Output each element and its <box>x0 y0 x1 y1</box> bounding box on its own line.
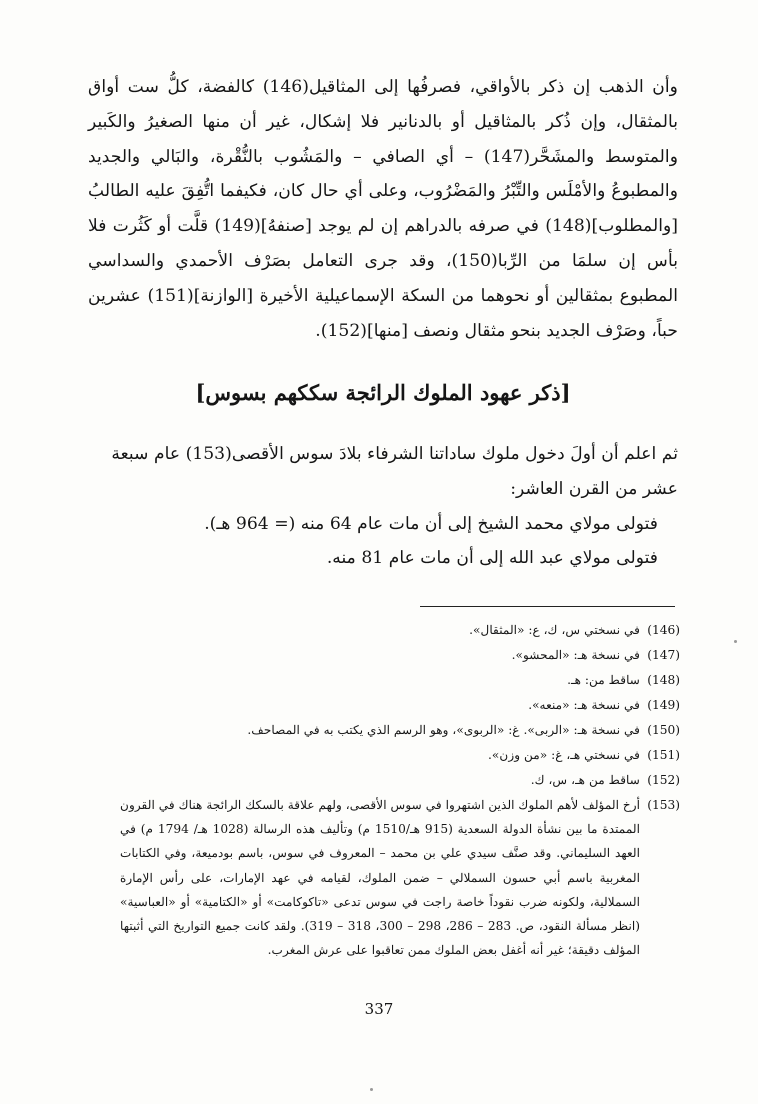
footnote-number: (152) <box>647 773 680 787</box>
footnote-number: (148) <box>647 673 680 687</box>
footnote-number: (146) <box>647 623 680 637</box>
footnote <box>120 768 680 793</box>
ruler-line-1: فتولى مولاي محمد الشيخ إلى أن مات عام 64 منه (= 964 هـ). <box>204 513 658 534</box>
footnote-number: (151) <box>647 748 680 762</box>
scan-speck <box>734 640 737 643</box>
ruler-line-2: فتولى مولاي عبد الله إلى أن مات عام 81 منه. <box>326 548 658 569</box>
footnote <box>120 718 680 743</box>
footnote-text: في نسخة هـ: «المحشو». <box>511 648 640 662</box>
footnote <box>120 643 680 668</box>
footnote-text: ساقط من هـ، س، ك. <box>530 773 640 787</box>
footnote-divider <box>420 606 675 607</box>
footnote <box>120 793 680 962</box>
footnote-number: (147) <box>647 648 680 662</box>
footnote-text: ساقط من: هـ. <box>567 673 640 687</box>
section-heading: [ذكر عهود الملوك الرائجة سككهم بسوس] <box>195 380 571 405</box>
paragraph-text: وأن الذهب إن ذكر بالأواقي، فصرفُها إلى المثاقيل(146) كالفضة، كلُّ ست أواق بالمثقال، وإن ذُكر بالمثاقيل أو بالدنانير فلا إشكال، غير أن منها الصغيرُ والكَبير والمتوسط والمشَحَّر(147) – أي الصافي – والمَشُوب بالنُّقْرة، والبَالي والجديد والمطبوعُ والأمْلَس والتِّبْرُ والمَضْرُوب، وعلى أي حال كان، فكيفما اتُّفِقَ عليه الطالبُ [والمطلوب](148) في صرفه بالدراهم إن لم يوجد [صنفهُ](149) قلَّت أو كَثُرت فلا بأس إن سلمَا من الرِّبا(150)، وقد جرى التعامل بصَرْف الأحمدي والسداسي المطبوع بمثقالين أو نحوهما من السكة الإسماعيلية الأخيرة [الوازنة](151) عشرين حباً، وصَرْف الجديد بنحو مثقال ونصف [منها](152). <box>88 77 679 341</box>
rulers-section <box>88 437 678 576</box>
main-paragraph <box>88 70 678 348</box>
section-intro: ثم اعلم أن أولَ دخول ملوك ساداتنا الشرفاء بلادَ سوس الأقصى(153) عام سبعة عشر من القرن العاشر: <box>111 444 678 499</box>
footnote <box>120 618 680 643</box>
footnotes <box>120 618 680 962</box>
footnote-text: في نسختي هـ، غ: «من وزن». <box>488 748 640 762</box>
footnote-text: في نسختي س، ك، ع: «المثقال». <box>469 623 640 637</box>
footnote-number: (150) <box>647 723 680 737</box>
scan-speck <box>370 1088 373 1091</box>
footnote-text: أرخ المؤلف لأهم الملوك الذين اشتهروا في سوس الأقصى، ولهم علاقة بالسكك الرائجة هناك في القرون الممتدة ما بين نشأة الدولة السعدية (915 هـ/1510 م) وتأليف هذه الرسالة (1028 هـ/ 1794 م) في العهد السليماني. وقد صنَّف سيدي علي بن محمد – المعروف في سوس، باسم بودميعة، وفي الكتابات المغربية باسم أبي حسون السملالي – ضمن الملوك، لقيامه في عهد الإمارات، على رأس الإمارة السملالية، ولكونه ضرب نقوداً خاصة راجت في سوس تدعى «تاكوكامت» أو «الكتامية» أو «العباسية» (انظر مسألة النقود، ص. 283 – 286، 298 – 300، 318 – 319). ولقد كانت جميع التواريخ التي أثبتها المؤلف دقيقة؛ غير أنه أغفل بعض الملوك ممن تعاقبوا على عرش المغرب. <box>120 798 640 958</box>
footnote-text: في نسخة هـ: «الربى». غ: «الربوى»، وهو الرسم الذي يكتب به في المصاحف. <box>247 723 640 737</box>
footnote-number: (149) <box>647 698 680 712</box>
footnote <box>120 743 680 768</box>
page-number: 337 <box>364 1000 394 1018</box>
footnote-text: في نسخة هـ: «منعه». <box>528 698 640 712</box>
footnote <box>120 668 680 693</box>
footnote <box>120 693 680 718</box>
footnote-number: (153) <box>647 798 680 812</box>
